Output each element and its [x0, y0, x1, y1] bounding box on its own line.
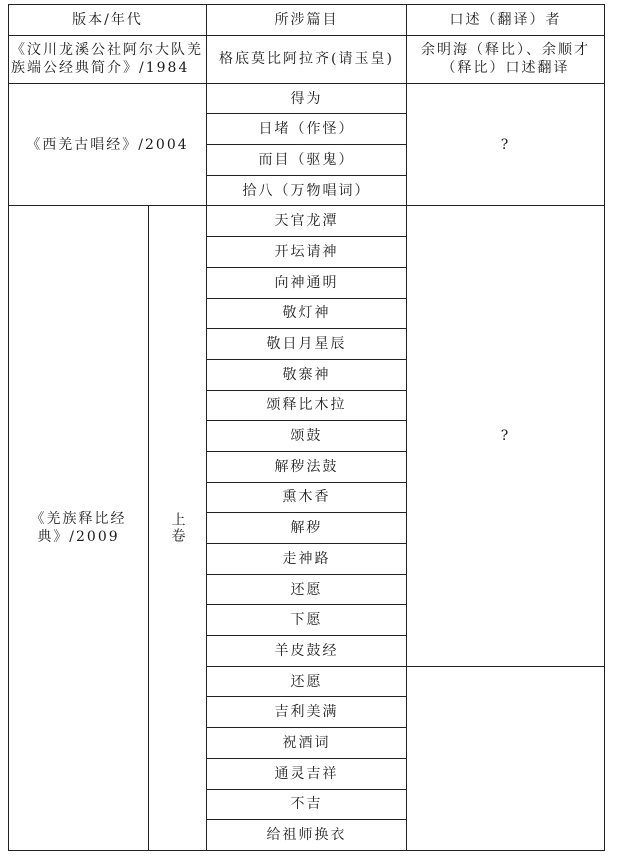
narrator-cell: ? [407, 83, 605, 206]
header-chapters: 所涉篇目 [207, 5, 407, 36]
chapter-cell: 还愿 [207, 666, 407, 697]
chapter-cell: 敬日月星辰 [207, 329, 407, 360]
chapter-cell: 解秽法鼓 [207, 451, 407, 482]
chapter-cell: 吉利美满 [207, 697, 407, 728]
table-row [9, 35, 605, 83]
narrator-cell: 余明海（释比）、余顺才（释比）口述翻译 [407, 35, 605, 83]
chapter-cell: 得为 [207, 83, 407, 114]
chapter-cell: 日堵（作怪） [207, 114, 407, 145]
version-cell: 《西羌古唱经》/2004 [9, 83, 207, 206]
chapter-cell: 羊皮鼓经 [207, 636, 407, 667]
header-version: 版本/年代 [9, 5, 207, 36]
chapter-cell: 天官龙潭 [207, 206, 407, 237]
chapter-cell: 拾八（万物唱词） [207, 175, 407, 206]
chapter-cell: 熏木香 [207, 482, 407, 513]
source-table [8, 4, 605, 851]
chapter-cell: 解秽 [207, 513, 407, 544]
version-cell: 《汶川龙溪公社阿尔大队羌族端公经典简介》/1984 [9, 35, 207, 83]
chapter-cell: 还愿 [207, 574, 407, 605]
chapter-cell: 敬灯神 [207, 298, 407, 329]
chapter-cell: 祝酒词 [207, 728, 407, 759]
chapter-cell: 给祖师换衣 [207, 820, 407, 851]
table-row [9, 206, 605, 237]
chapter-cell: 向神通明 [207, 267, 407, 298]
narrator-cell [407, 666, 605, 850]
chapter-cell: 而目（驱鬼） [207, 145, 407, 176]
chapter-cell: 下愿 [207, 605, 407, 636]
chapter-cell: 颂释比木拉 [207, 390, 407, 421]
chapter-cell: 通灵吉祥 [207, 758, 407, 789]
narrator-cell: ? [407, 206, 605, 666]
table-row [9, 83, 605, 114]
chapter-cell: 敬寨神 [207, 359, 407, 390]
chapter-cell: 颂鼓 [207, 421, 407, 452]
chapter-cell: 开坛请神 [207, 237, 407, 268]
header-narrator: 口述（翻译）者 [407, 5, 605, 36]
table-row [9, 5, 605, 36]
chapter-cell: 不吉 [207, 789, 407, 820]
volume-cell: 上卷 [149, 206, 207, 850]
version-cell: 《羌族释比经典》/2009 [9, 206, 149, 850]
chapter-cell: 走神路 [207, 544, 407, 575]
chapter-cell: 格底莫比阿拉齐(请玉皇) [207, 35, 407, 83]
